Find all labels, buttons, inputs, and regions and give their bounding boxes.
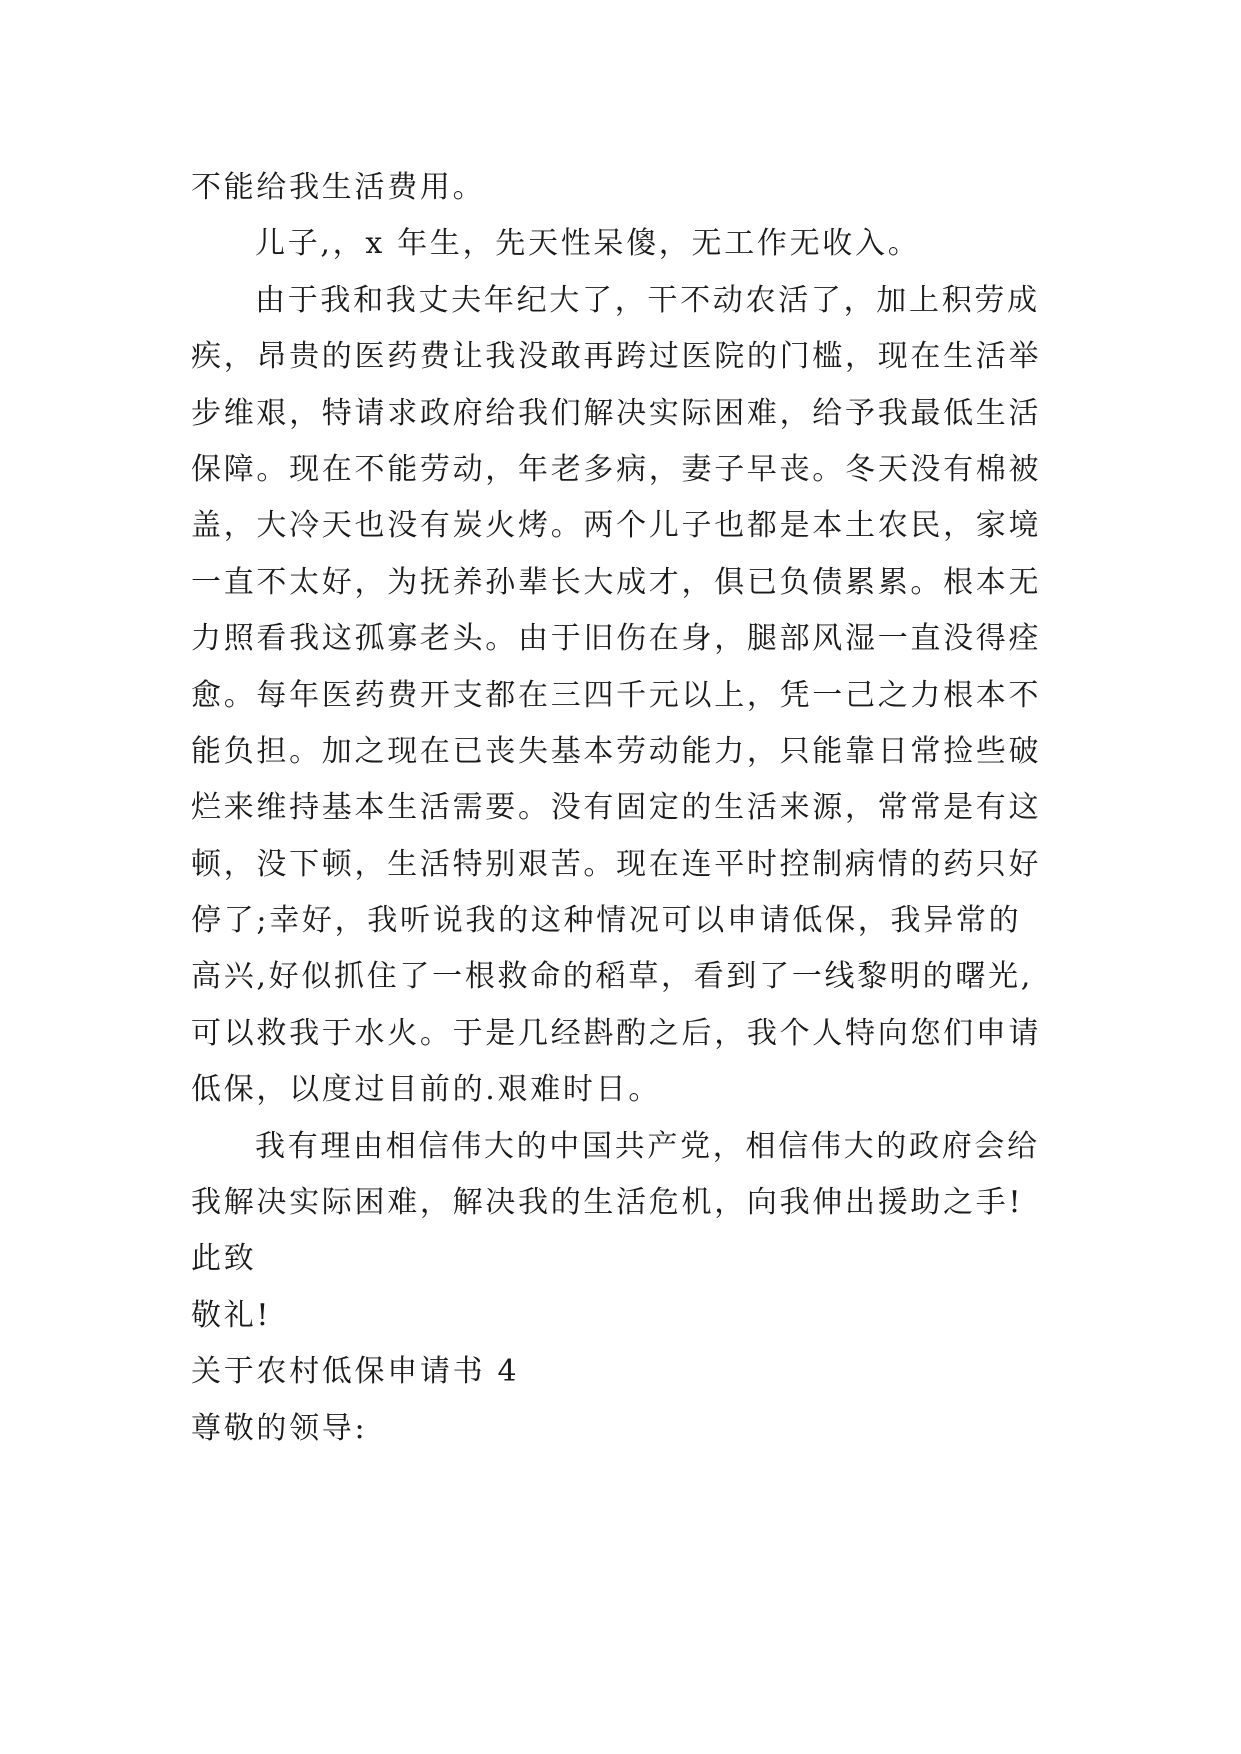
document-body	[191, 160, 1051, 1457]
paragraph-line: 步维艰，特请求政府给我们解决实际困难，给予我最低生活	[191, 395, 1042, 431]
section-title: 关于农村低保申请书 4	[191, 1354, 520, 1390]
paragraph-line: 盖，大冷天也没有炭火烤。两个儿子也都是本土农民，家境	[191, 508, 1042, 544]
paragraph-line: 儿子,，x 年生，先天性呆傻，无工作无收入。	[255, 226, 921, 262]
paragraph-line: 我解决实际困难，解决我的生活危机，向我伸出援助之手!	[191, 1185, 1024, 1221]
paragraph-line: 力照看我这孤寡老头。由于旧伤在身，腿部风湿一直没得痊	[191, 621, 1042, 657]
paragraph-line: 低保，以度过目前的.艰难时日。	[191, 1072, 662, 1108]
paragraph-line: 烂来维持基本生活需要。没有固定的生活来源，常常是有这	[191, 790, 1042, 826]
paragraph-line: 顿，没下顿，生活特别艰苦。现在连平时控制病情的药只好	[191, 846, 1042, 882]
greeting-line: 尊敬的领导:	[191, 1410, 368, 1446]
closing-regards: 敬礼!	[191, 1297, 272, 1333]
paragraph-line: 能负担。加之现在已丧失基本劳动能力，只能靠日常捡些破	[191, 733, 1042, 769]
paragraph-line: 保障。现在不能劳动，年老多病，妻子早丧。冬天没有棉被	[191, 451, 1042, 487]
paragraph-line: 疾，昂贵的医药费让我没敢再跨过医院的门槛，现在生活举	[191, 339, 1042, 375]
paragraph-line: 愈。每年医药费开支都在三四千元以上，凭一己之力根本不	[191, 677, 1042, 713]
paragraph-line: 我有理由相信伟大的中国共产党，相信伟大的政府会给	[255, 1128, 1040, 1164]
closing-salutation: 此致	[191, 1241, 257, 1277]
paragraph-line: 由于我和我丈夫年纪大了，干不动农活了，加上积劳成	[255, 282, 1040, 318]
paragraph-line: 停了;幸好，我听说我的这种情况可以申请低保，我异常的	[191, 903, 1022, 939]
paragraph-line: 不能给我生活费用。	[191, 170, 486, 205]
paragraph-line: 可以救我于水火。于是几经斟酌之后，我个人特向您们申请	[191, 1015, 1042, 1051]
paragraph-line: 高兴,好似抓住了一根救命的稻草，看到了一线黎明的曙光,	[191, 959, 1033, 995]
paragraph-line: 一直不太好，为抚养孙辈长大成才，俱已负债累累。根本无	[191, 564, 1042, 600]
